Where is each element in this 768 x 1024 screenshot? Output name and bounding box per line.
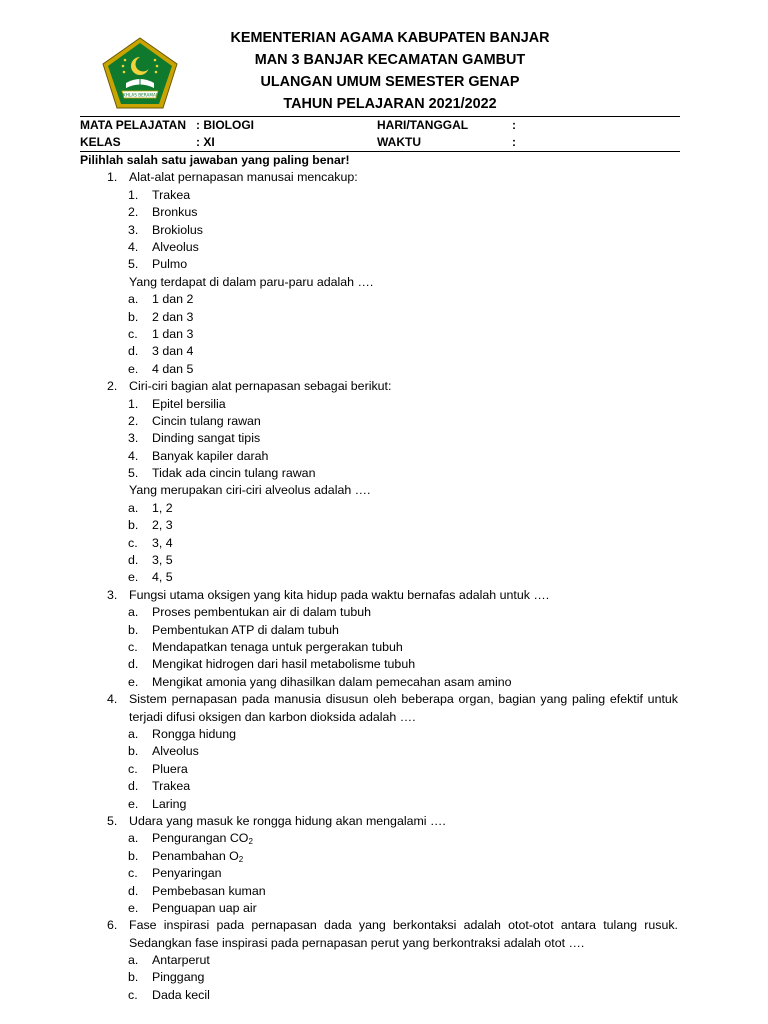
answer-option (80, 952, 678, 969)
statement-label: Brokiolus (152, 222, 203, 237)
answer-option-text (152, 656, 415, 673)
answer-option-text (152, 569, 173, 586)
statement-text (152, 413, 261, 430)
question-number: 1. (107, 170, 118, 185)
header-line-2: MAN 3 BANJAR KECAMATAN GAMBUT (254, 52, 526, 68)
answer-option (80, 987, 678, 1004)
answer-option-label: Rongga hidung (152, 726, 237, 741)
answer-option-label: Proses pembentukan air di dalam tubuh (152, 605, 372, 620)
question-number: 4. (107, 692, 118, 707)
answer-option-marker: a. (128, 831, 139, 846)
class-label: KELAS (80, 135, 121, 149)
answer-option-marker: c. (128, 987, 138, 1002)
answer-option-marker: a. (128, 500, 139, 515)
statement (80, 187, 678, 204)
statement (80, 256, 678, 273)
answer-option (80, 639, 678, 656)
answer-option-text (152, 796, 186, 813)
answer-option-marker: a. (128, 292, 139, 307)
answer-option (80, 726, 678, 743)
answer-option (80, 569, 678, 586)
answer-option-text (152, 604, 371, 621)
answer-option (80, 604, 678, 621)
answer-option-text (152, 761, 188, 778)
question-number: 6. (107, 918, 118, 933)
statement-text (152, 396, 226, 413)
statement-marker: 5. (128, 257, 139, 272)
answer-option (80, 848, 678, 865)
answer-option (80, 535, 678, 552)
question-text: Udara yang masuk ke rongga hidung akan mengalami …. (129, 813, 446, 828)
answer-option-marker: d. (128, 883, 139, 898)
statement (80, 239, 678, 256)
statement-marker: 3. (128, 431, 139, 446)
answer-option (80, 343, 678, 360)
answer-option-marker: c. (128, 866, 138, 881)
question-stem: Yang terdapat di dalam paru-paru adalah …. (129, 274, 374, 289)
answer-option-marker: d. (128, 657, 139, 672)
answer-option-label: 2, 3 (152, 518, 173, 533)
statement-label: Cincin tulang rawan (152, 413, 261, 428)
question-text: Fase inspirasi pada pernapasan dada yang berkontaksi adalah otot-otot antara tulang rusuk. Sedangkan fase inspirasi pada pernapasan perut yang berkontraksi adalah otot …. (129, 918, 678, 950)
answer-option-text (152, 622, 339, 639)
answer-option-label: 3, 5 (152, 553, 173, 568)
subject-value: : BIOLOGI (196, 118, 254, 132)
statement-text (152, 448, 268, 465)
question-number: 2. (107, 379, 118, 394)
answer-option-label: Laring (152, 796, 187, 811)
answer-option-label: Pembentukan ATP di dalam tubuh (152, 622, 339, 637)
answer-option-list (80, 952, 678, 1004)
answer-option-marker: c. (128, 326, 138, 341)
answer-option-list (80, 291, 678, 378)
statement-marker: 2. (128, 413, 139, 428)
answer-option-label: Pinggang (152, 970, 205, 985)
answer-option (80, 796, 678, 813)
answer-option-label: Penguapan uap air (152, 900, 257, 915)
answer-option-text (152, 517, 173, 534)
statement (80, 222, 678, 239)
answer-option-label: Pembebasan kuman (152, 883, 266, 898)
answer-option-marker: c. (128, 639, 138, 654)
question-stem: Yang merupakan ciri-ciri alveolus adalah …. (129, 483, 371, 498)
statement-text (152, 239, 199, 256)
answer-option-label: Mengikat hidrogen dari hasil metabolisme tubuh (152, 657, 416, 672)
question-6 (80, 917, 678, 1004)
answer-option (80, 900, 678, 917)
answer-option-label: Antarperut (152, 953, 210, 968)
subscript: 2 (248, 837, 253, 847)
statement-label: Dinding sangat tipis (152, 431, 261, 446)
statement-label: Bronkus (152, 205, 198, 220)
answer-option-marker: b. (128, 848, 139, 863)
answer-option-marker: c. (128, 535, 138, 550)
answer-option-list (80, 726, 678, 813)
question-text: Ciri-ciri bagian alat pernapasan sebagai berikut: (129, 379, 392, 394)
question-3 (80, 587, 678, 691)
answer-option-marker: e. (128, 361, 139, 376)
answer-option-text (152, 500, 173, 517)
answer-option-text (152, 309, 193, 326)
question-list (80, 169, 678, 1004)
question-5 (80, 813, 678, 917)
question-text: Sistem pernapasan pada manusia disusun oleh beberapa organ, bagian yang paling efektif untuk terjadi difusi oksigen dan karbon dioksida adalah …. (129, 692, 678, 724)
day-label: HARI/TANGGAL (377, 118, 469, 132)
answer-option-label: 1 dan 2 (152, 292, 194, 307)
time-label: WAKTU (377, 135, 421, 149)
answer-option-marker: a. (128, 605, 139, 620)
answer-option (80, 743, 678, 760)
answer-option-text (152, 639, 403, 656)
answer-option-marker: a. (128, 726, 139, 741)
statement-marker: 2. (128, 205, 139, 220)
answer-option-label: 2 dan 3 (152, 309, 194, 324)
statement-marker: 1. (128, 187, 139, 202)
answer-option-marker: d. (128, 344, 139, 359)
answer-option-marker: b. (128, 518, 139, 533)
statement-text (152, 465, 315, 482)
logo-motto: IKHLAS BERAMAL (121, 92, 159, 98)
question-1 (80, 169, 678, 378)
question-number: 3. (107, 587, 118, 602)
answer-option-marker: e. (128, 570, 139, 585)
answer-option-marker: d. (128, 553, 139, 568)
question-4 (80, 691, 678, 813)
statement-list (80, 187, 678, 274)
answer-option (80, 761, 678, 778)
answer-option-text (152, 830, 253, 847)
answer-option-text (152, 987, 210, 1004)
answer-option (80, 883, 678, 900)
statement-marker: 4. (128, 448, 139, 463)
statement (80, 413, 678, 430)
statement-marker: 4. (128, 239, 139, 254)
subscript: 2 (238, 854, 244, 864)
statement (80, 396, 678, 413)
answer-option-label: Pengurangan CO (152, 831, 249, 846)
answer-option-text (152, 291, 193, 308)
answer-option-marker: b. (128, 622, 139, 637)
top-rule (80, 116, 680, 117)
answer-option-text (152, 865, 222, 882)
statement-text (152, 222, 203, 239)
answer-option-list (80, 830, 678, 917)
answer-option-text (152, 952, 210, 969)
header-line-4: TAHUN PELAJARAN 2021/2022 (283, 96, 497, 112)
answer-option-text (152, 326, 193, 343)
statement-label: Epitel bersilia (152, 396, 226, 411)
class-value: : XI (196, 135, 215, 149)
subject-label: MATA PELAJATAN (80, 118, 186, 132)
answer-option (80, 517, 678, 534)
statement-label: Tidak ada cincin tulang rawan (152, 466, 316, 481)
answer-option-label: Pluera (152, 761, 188, 776)
answer-option-text (152, 743, 199, 760)
question-text: Alat-alat pernapasan manusai mencakup: (129, 170, 358, 185)
answer-option-text (152, 343, 193, 360)
answer-option-marker: a. (128, 953, 139, 968)
answer-option (80, 552, 678, 569)
statement (80, 448, 678, 465)
answer-option (80, 656, 678, 673)
answer-option-label: 1, 2 (152, 500, 173, 515)
answer-option (80, 830, 678, 847)
exam-content (80, 152, 678, 1004)
answer-option-label: Penambahan O (152, 848, 239, 863)
statement-marker: 5. (128, 466, 139, 481)
statement-marker: 3. (128, 222, 139, 237)
statement-label: Trakea (152, 187, 191, 202)
answer-option-label: Mendapatkan tenaga untuk pergerakan tubuh (152, 639, 403, 654)
answer-option (80, 674, 678, 691)
answer-option-text (152, 900, 257, 917)
answer-option-text (152, 535, 173, 552)
day-value: : (512, 118, 516, 132)
answer-option (80, 500, 678, 517)
statement-text (152, 204, 197, 221)
answer-option-marker: b. (128, 970, 139, 985)
answer-option-marker: b. (128, 744, 139, 759)
answer-option (80, 361, 678, 378)
answer-option-label: Mengikat amonia yang dihasilkan dalam pemecahan asam amino (152, 674, 512, 689)
instruction: Pilihlah salah satu jawaban yang paling benar! (80, 153, 350, 167)
answer-option (80, 309, 678, 326)
header-line-3: ULANGAN UMUM SEMESTER GENAP (260, 74, 520, 90)
statement (80, 465, 678, 482)
answer-option-marker: b. (128, 309, 139, 324)
question-number: 5. (107, 813, 118, 828)
answer-option-text (152, 883, 266, 900)
answer-option (80, 778, 678, 795)
statement-marker: 1. (128, 396, 139, 411)
answer-option (80, 326, 678, 343)
answer-option-text (152, 726, 236, 743)
answer-option-label: Alveolus (152, 744, 199, 759)
header-line-1: KEMENTERIAN AGAMA KABUPATEN BANJAR (230, 30, 550, 46)
answer-option-label: 1 dan 3 (152, 326, 194, 341)
answer-option (80, 622, 678, 639)
statement-text (152, 256, 187, 273)
answer-option-label: Trakea (152, 779, 191, 794)
statement-text (152, 187, 190, 204)
statement-text (152, 430, 260, 447)
answer-option-text (152, 778, 190, 795)
answer-option (80, 969, 678, 986)
answer-option-text (152, 674, 512, 691)
answer-option (80, 291, 678, 308)
statement-label: Pulmo (152, 257, 188, 272)
answer-option-label: 4 dan 5 (152, 361, 194, 376)
answer-option-list (80, 604, 678, 691)
question-text: Fungsi utama oksigen yang kita hidup pada waktu bernafas adalah untuk …. (129, 587, 550, 602)
statement (80, 204, 678, 221)
answer-option-label: 3 dan 4 (152, 344, 194, 359)
question-2 (80, 378, 678, 587)
answer-option-marker: e. (128, 674, 139, 689)
time-value: : (512, 135, 516, 149)
statement (80, 430, 678, 447)
answer-option-text (152, 552, 173, 569)
answer-option-text (152, 848, 243, 865)
answer-option-marker: e. (128, 900, 139, 915)
answer-option-label: 4, 5 (152, 570, 173, 585)
answer-option-text (152, 969, 204, 986)
statement-list (80, 396, 678, 483)
answer-option-marker: e. (128, 796, 139, 811)
answer-option-marker: d. (128, 779, 139, 794)
answer-option-marker: c. (128, 761, 138, 776)
statement-label: Alveolus (152, 239, 199, 254)
answer-option-label: Penyaringan (152, 866, 222, 881)
answer-option-label: 3, 4 (152, 535, 173, 550)
answer-option-text (152, 361, 193, 378)
statement-label: Banyak kapiler darah (152, 448, 269, 463)
answer-option (80, 865, 678, 882)
answer-option-list (80, 500, 678, 587)
answer-option-label: Dada kecil (152, 987, 210, 1002)
